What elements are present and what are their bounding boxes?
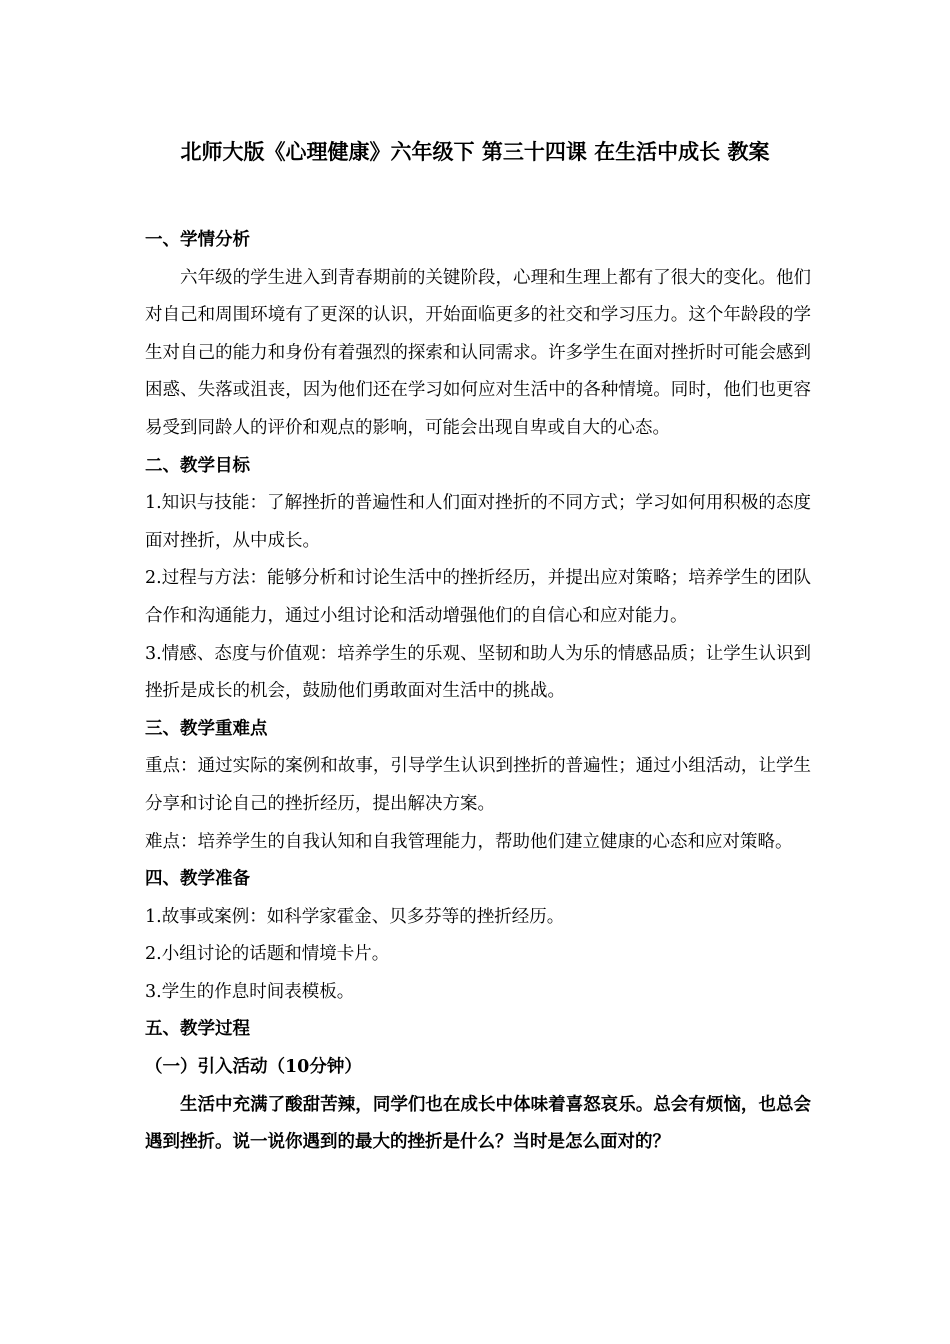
section-heading-preparation: 四、教学准备 [145,869,250,890]
section-heading-objectives: 二、教学目标 [145,455,250,476]
preparation-item: 2.小组讨论的话题和情境卡片。 [145,944,390,965]
section-heading-process: 五、教学过程 [145,1019,250,1040]
objective-item: 1.知识与技能：了解挫折的普遍性和人们面对挫折的不同方式；学习如何用积极的态度面对挫折，从中成长。 [145,493,811,551]
document-body [145,222,811,1162]
section-heading-key-points: 三、教学重难点 [145,718,268,739]
difficult-point-paragraph: 难点：培养学生的自我认知和自我管理能力，帮助他们建立健康的心态和应对策略。 [145,831,793,852]
preparation-item: 1.故事或案例：如科学家霍金、贝多芬等的挫折经历。 [145,906,565,927]
section-heading-analysis: 一、学情分析 [145,230,250,250]
key-point-paragraph: 重点：通过实际的案例和故事，引导学生认识到挫折的普遍性；通过小组活动，让学生分享和讨论自己的挫折经历，提出解决方案。 [145,756,811,814]
intro-activity-paragraph: 生活中充满了酸甜苦辣，同学们也在成长中体味着喜怒哀乐。总会有烦恼，也总会遇到挫折。说一说你遇到的最大的挫折是什么？当时是怎么面对的？ [145,1094,811,1153]
subsection-heading-intro: （一）引入活动（10分钟） [145,1057,362,1078]
preparation-item: 3.学生的作息时间表模板。 [145,981,355,1002]
objective-item: 3.情感、态度与价值观：培养学生的乐观、坚韧和助人为乐的情感品质；让学生认识到挫折是成长的机会，鼓励他们勇敢面对生活中的挑战。 [145,643,811,702]
objective-item: 2.过程与方法：能够分析和讨论生活中的挫折经历，并提出应对策略；培养学生的团队合作和沟通能力，通过小组讨论和活动增强他们的自信心和应对能力。 [145,568,811,626]
analysis-paragraph: 六年级的学生进入到青春期前的关键阶段，心理和生理上都有了很大的变化。他们对自己和周围环境有了更深的认识，开始面临更多的社交和学习压力。这个年龄段的学生对自己的能力和身份有着强烈的探索和认同需求。许多学生在面对挫折时可能会感到困惑、失落或沮丧，因为他们还在学习如何应对生活中的各种情境。同时，他们也更容易受到同龄人的评价和观点的影响，可能会出现自卑或自大的心态。 [145,267,811,438]
document-title: 北师大版《心理健康》六年级下 第三十四课 在生活中成长 教案 [180,139,770,164]
